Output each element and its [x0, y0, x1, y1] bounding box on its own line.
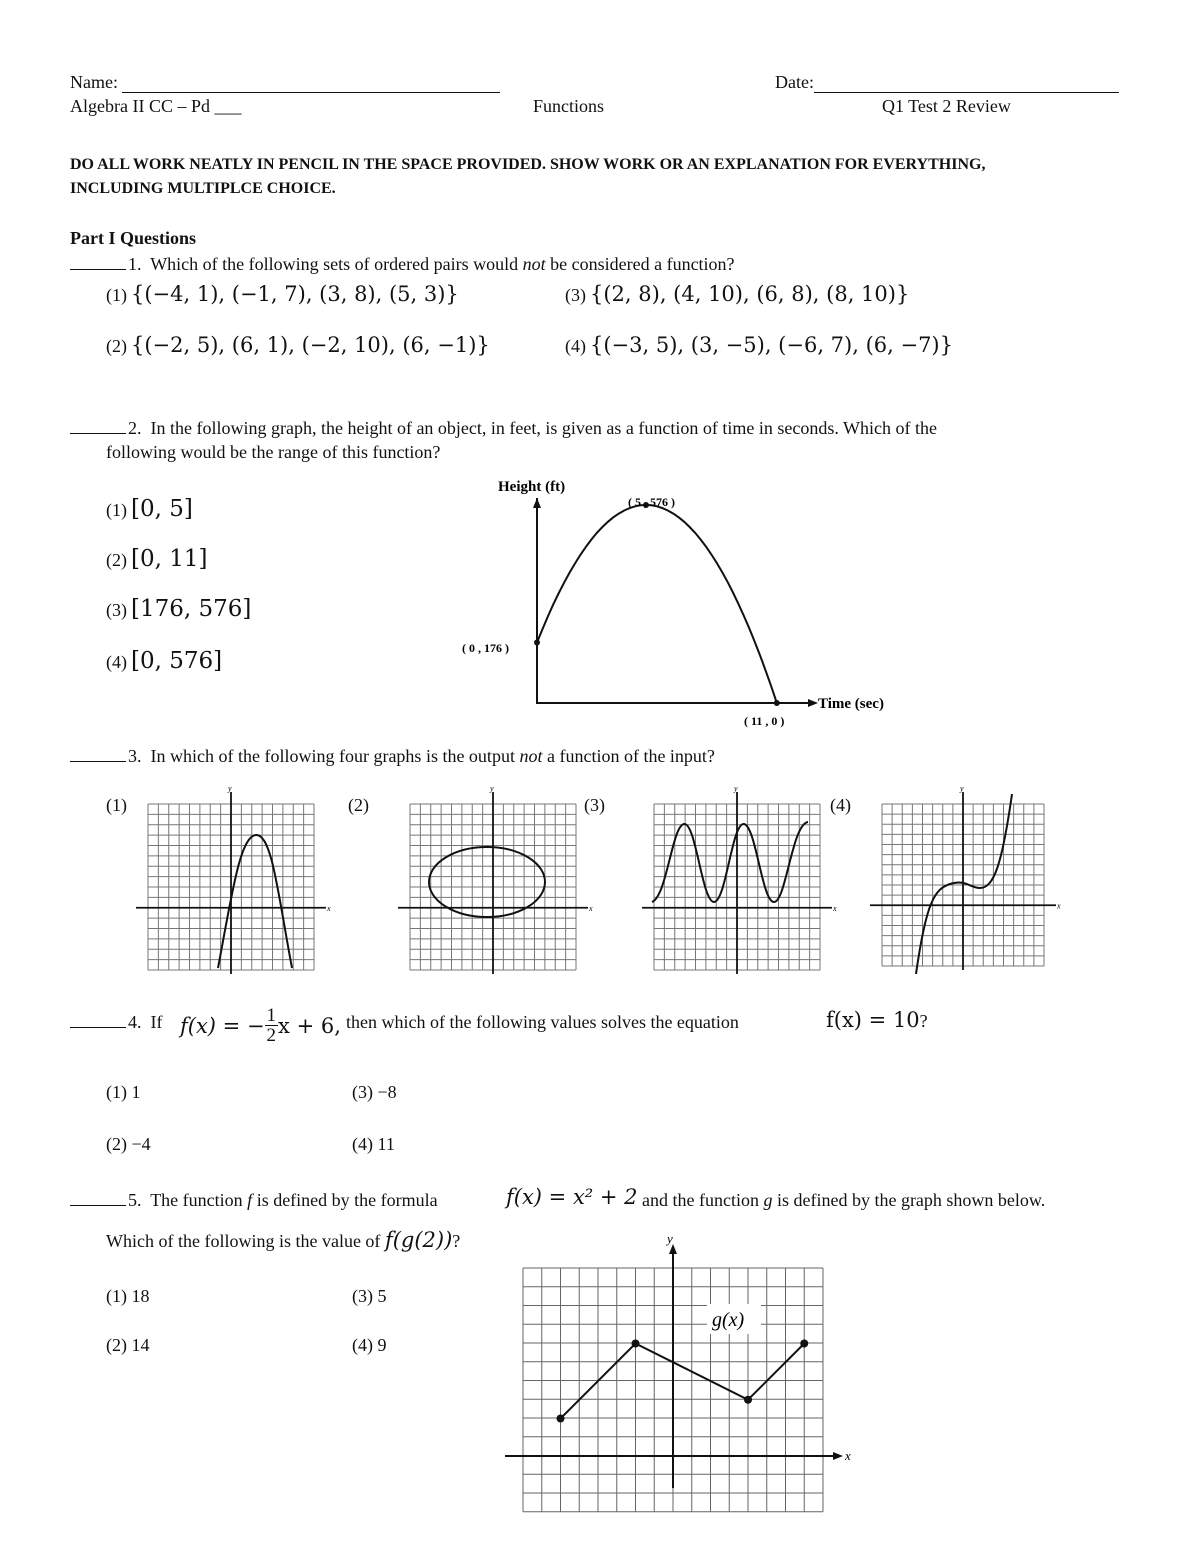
- q5-text-1: The function: [150, 1190, 243, 1210]
- part-title: Part I Questions: [70, 228, 196, 248]
- q3-text: In which of the following four graphs is the output: [150, 746, 515, 766]
- y-axis-letter: y: [734, 784, 738, 793]
- q2-number: 2.: [128, 418, 142, 438]
- q4-fraction-numerator: 1: [266, 1005, 277, 1026]
- q1-choice-2: (2) {(−2, 5), (6, 1), (−2, 10), (6, −1)}: [106, 333, 490, 357]
- point-0-176: [534, 639, 540, 645]
- q4-equation: f(x) = 10?: [826, 1008, 928, 1032]
- g-point-3: [800, 1340, 808, 1348]
- q4-function-rhs: x + 6,: [278, 1013, 341, 1038]
- q5-choice-4: (4) 9: [352, 1335, 387, 1355]
- q1-emphasis: not: [522, 254, 546, 274]
- q5-line2: [106, 1228, 460, 1252]
- ellipse-curve: [429, 847, 545, 917]
- q2-choice-4: (4) [0, 576]: [106, 648, 223, 674]
- q4-function: [180, 1006, 341, 1045]
- q4-fraction: [265, 1006, 279, 1045]
- q3-label-3: (3): [584, 795, 605, 815]
- x-axis-letter: x: [589, 903, 593, 913]
- q1-text-end: be considered a function?: [550, 254, 735, 274]
- y-axis-letter: y: [228, 784, 232, 793]
- instructions-line1: DO ALL WORK NEATLY IN PENCIL IN THE SPACE PROVIDED. SHOW WORK OR AN EXPLANATION FOR EVERYTHING,: [70, 156, 986, 173]
- q3-label-4: (4): [830, 795, 851, 815]
- q4-number: 4.: [128, 1012, 142, 1032]
- answer-blank-2[interactable]: [70, 418, 126, 434]
- height-time-graph: [440, 470, 910, 740]
- cubic-curve: [916, 794, 1012, 974]
- y-axis-label: Height (ft): [498, 479, 566, 495]
- answer-blank-5[interactable]: [70, 1190, 126, 1206]
- q5-formula: f(x) = x² + 2: [506, 1185, 638, 1209]
- name-field[interactable]: [70, 72, 500, 93]
- q5-text-2: is defined by the formula: [256, 1190, 438, 1210]
- name-line[interactable]: [122, 92, 500, 93]
- g-of-x-graph: [495, 1230, 865, 1495]
- q1-choice-1: (1) {(−4, 1), (−1, 7), (3, 8), (5, 3)}: [106, 282, 459, 306]
- g-point-2: [744, 1396, 752, 1404]
- q1-number: 1.: [128, 254, 142, 274]
- answer-blank-4[interactable]: [70, 1012, 126, 1028]
- grid: [398, 784, 593, 974]
- q3-emphasis: not: [519, 746, 543, 766]
- x-axis-letter: x: [845, 1448, 851, 1463]
- q5-f: f: [247, 1190, 253, 1210]
- q3-graph-2: [398, 784, 593, 974]
- x-axis-letter: x: [327, 903, 331, 913]
- y-axis-letter: y: [960, 784, 964, 793]
- q5-number: 5.: [128, 1190, 142, 1210]
- q3-graph-1: [136, 784, 331, 974]
- q3-graph-4: [870, 784, 1060, 974]
- grid: [136, 784, 331, 974]
- q1-text: Which of the following sets of ordered pairs would: [150, 254, 519, 274]
- page-title: Q1 Test 2 Review: [882, 96, 1011, 116]
- q4-fraction-denominator: 2: [266, 1025, 277, 1046]
- q4-choice-2: (2) −4: [106, 1134, 151, 1154]
- q4-choice-1: (1) 1: [106, 1082, 141, 1102]
- y-axis-letter: y: [667, 1231, 673, 1246]
- name-label: Name:: [70, 72, 118, 92]
- point-label-11-0: ( 11 , 0 ): [744, 714, 785, 728]
- g-point-1: [632, 1340, 640, 1348]
- question-2: [70, 418, 937, 439]
- x-axis-label: Time (sec): [818, 696, 884, 712]
- date-label: Date:: [775, 72, 814, 92]
- date-line[interactable]: [814, 92, 1119, 93]
- q5-g: g: [763, 1190, 773, 1210]
- q2-choice-3: (3) [176, 576]: [106, 596, 252, 622]
- q3-label-1: (1): [106, 795, 127, 815]
- question-1: [70, 254, 735, 275]
- answer-blank-3[interactable]: [70, 746, 126, 762]
- q4-choice-4: (4) 11: [352, 1134, 395, 1154]
- q5-choice-1: (1) 18: [106, 1286, 150, 1306]
- q3-label-2: (2): [348, 795, 369, 815]
- point-11-0: [774, 700, 780, 706]
- y-axis-arrow: [533, 498, 541, 508]
- question-3: [70, 746, 715, 767]
- q5-line2-text: Which of the following is the value of: [106, 1231, 381, 1251]
- instructions-line2: INCLUDING MULTIPLCE CHOICE.: [70, 180, 336, 197]
- grid: [870, 784, 1061, 970]
- q4-function-lhs: f(x) = −: [180, 1013, 265, 1038]
- q3-graph-3: [642, 784, 837, 974]
- height-curve: [537, 505, 777, 703]
- unit-label: Functions: [533, 96, 605, 116]
- point-label-0-176: ( 0 , 176 ): [462, 641, 509, 655]
- y-axis-letter: y: [490, 784, 494, 793]
- q4-question-mark: ?: [919, 1011, 928, 1031]
- q1-choice-4: (4) {(−3, 5), (3, −5), (−6, 7), (6, −7)}: [565, 333, 953, 357]
- q4-if: If: [150, 1012, 163, 1032]
- answer-blank-1[interactable]: [70, 254, 126, 270]
- date-field[interactable]: [775, 72, 1119, 93]
- q3-text-end: a function of the input?: [546, 746, 715, 766]
- q1-choice-3: (3) {(2, 8), (4, 10), (6, 8), (8, 10)}: [565, 282, 910, 306]
- g-point-0: [557, 1415, 565, 1423]
- point-label-5-576: ( 5 , 576 ): [628, 495, 675, 509]
- q2-choice-1: (1) [0, 5]: [106, 496, 193, 522]
- g-of-x-label: g(x): [712, 1309, 745, 1331]
- q5-text-rest: [642, 1190, 1045, 1211]
- wave-curve: [652, 822, 808, 902]
- q5-question-mark: ?: [452, 1231, 461, 1251]
- q3-number: 3.: [128, 746, 142, 766]
- q2-text: In the following graph, the height of an object, in feet, is given as a function of time in seconds. Which of the: [150, 418, 937, 438]
- q5-choice-3: (3) 5: [352, 1286, 387, 1306]
- parabola-curve: [218, 835, 292, 968]
- q4-choice-3: (3) −8: [352, 1082, 397, 1102]
- question-4: [70, 1012, 163, 1033]
- q5-text-3: and the function: [642, 1190, 759, 1210]
- q5-text-4: is defined by the graph shown below.: [776, 1190, 1046, 1210]
- q4-text: then which of the following values solves the equation: [346, 1012, 739, 1032]
- x-axis-letter: x: [833, 903, 837, 913]
- x-axis-arrow: [833, 1452, 843, 1460]
- grid: [642, 784, 837, 974]
- question-5: [70, 1190, 438, 1211]
- q5-choice-2: (2) 14: [106, 1335, 150, 1355]
- q5-composite: f(g(2)): [384, 1228, 453, 1252]
- x-axis-arrow: [808, 699, 818, 707]
- q2-text-line2: following would be the range of this function?: [106, 442, 441, 462]
- q2-choice-2: (2) [0, 11]: [106, 546, 208, 572]
- course-label: Algebra II CC – Pd ___: [70, 96, 242, 116]
- x-axis-letter: x: [1057, 901, 1061, 911]
